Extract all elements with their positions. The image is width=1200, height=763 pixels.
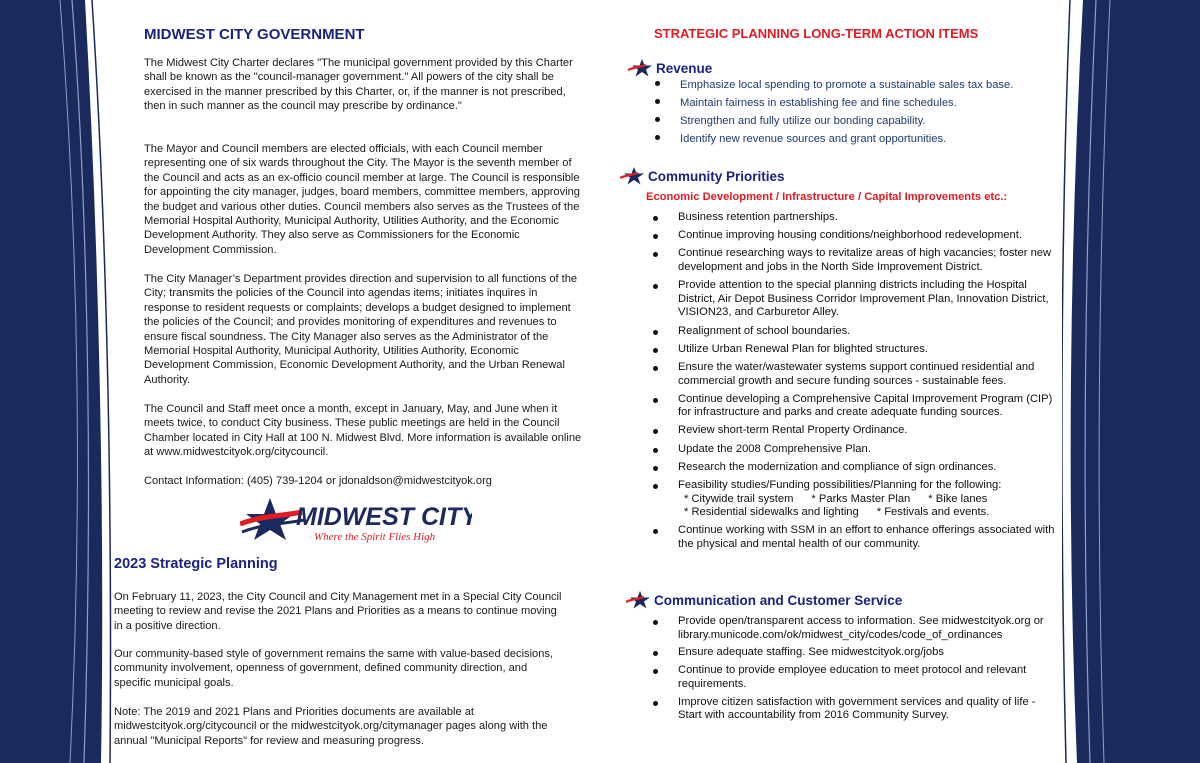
star-icon <box>626 590 652 610</box>
star-icon <box>620 166 646 186</box>
revenue-heading <box>628 58 712 78</box>
star-icon <box>628 58 654 78</box>
list-item: Improve citizen satisfaction with government services and quality of life - Start with accountability from 2016 Community Survey. <box>678 696 1062 723</box>
list-item: Update the 2008 Comprehensive Plan. <box>678 443 1062 457</box>
list-item: Continue working with SSM in an effort to enhance offerings associated with the physical and mental health of our community. <box>678 524 1062 551</box>
contact-information: Contact Information: (405) 739-1204 or jdonaldson@midwestcityok.org <box>144 475 492 487</box>
economic-development-subheading: Economic Development / Infrastructure / Capital Improvements etc.: <box>646 191 1008 203</box>
revenue-list <box>680 76 1060 148</box>
communication-heading <box>626 590 902 610</box>
government-title: MIDWEST CITY GOVERNMENT <box>144 26 365 43</box>
list-item: Continue researching ways to revitalize areas of high vacancies; foster new development and jobs in the North Side Improvement District. <box>678 247 1062 274</box>
logo-tagline: Where the Spirit Flies High <box>314 531 436 543</box>
list-item: Continue improving housing conditions/neighborhood redevelopment. <box>678 229 1062 243</box>
meetings-paragraph: The Council and Staff meet once a month, except in January, May, and June when it meets twice, to conduct City business. These public meetings are held in the Council Chamber located in City Hall at 100 N. Midwest Blvd. More information is available online at www.midwestcityok.org/citycouncil. <box>144 403 582 459</box>
strategic-paragraph-1: On February 11, 2023, the City Council and City Management met in a Special City Council meeting to review and revise the 2021 Plans and Priorities as a means to continue moving in a positive direction. <box>114 591 562 632</box>
feasibility-subrow-2: * Residential sidewalks and lighting * Festivals and events. <box>684 506 990 519</box>
list-item: Continue to provide employee education to meet protocol and relevant requirements. <box>678 664 1062 691</box>
list-item: Ensure adequate staffing. See midwestcityok.org/jobs <box>678 646 1062 660</box>
community-priorities-heading-label: Community Priorities <box>648 168 785 184</box>
list-item: Feasibility studies/Funding possibilities/Planning for the following: * Citywide trail system * Parks Master Plan * Bike lanes * Residential sidewalks and lighting * Festivals and events. <box>678 479 1062 520</box>
list-item: Identify new revenue sources and grant opportunities. <box>680 130 1060 148</box>
midwest-city-logo <box>240 494 472 550</box>
list-item: Utilize Urban Renewal Plan for blighted structures. <box>678 343 1062 357</box>
strategic-paragraph-2: Our community-based style of government remains the same with value-based decisions, community involvement, openness of government, defined community direction, and specific municipal goals. <box>114 648 554 689</box>
list-item: Realignment of school boundaries. <box>678 325 1062 339</box>
list-item: Research the modernization and compliance of sign ordinances. <box>678 461 1062 475</box>
left-decorative-band <box>0 0 120 763</box>
list-item: Maintain fairness in establishing fee and fine schedules. <box>680 94 1060 112</box>
feasibility-subrow-1: * Citywide trail system * Parks Master Plan * Bike lanes <box>684 492 988 505</box>
logo-name: MIDWEST CITY <box>296 503 472 531</box>
community-priorities-list <box>678 211 1062 556</box>
list-item: Review short-term Rental Property Ordinance. <box>678 424 1062 438</box>
communication-heading-label: Communication and Customer Service <box>654 592 903 608</box>
charter-paragraph: The Midwest City Charter declares "The municipal government provided by this Charter shall be known as the "council-manager government." All powers of the city shall be exercised in the manner prescribed by this Charter, or, if the manner is not prescribed, then in such manner as the council may prescribe by ordinance." <box>144 57 573 113</box>
communication-list <box>678 615 1062 727</box>
list-item: Business retention partnerships. <box>678 211 1062 225</box>
list-item: Ensure the water/wastewater systems support continued residential and commercial growth and secure funding sources - sustainable fees. <box>678 361 1062 388</box>
city-manager-paragraph: The City Manager’s Department provides direction and supervision to all functions of the City; transmits the policies of the Council into agendas items; initiates inquires in response to resident requests or complaints; develops a budget designed to implement the policies of the Council; and provides monitoring of expenditures and revenues to ensure fiscal soundness. The City Manager also serves as the Administrator of the Memorial Hospital Authority, Municipal Authority, Utilities Authority, Economic Development Commission, Economic Development Authority, and the Urban Renewal Authority. <box>144 273 578 386</box>
right-decorative-band <box>1062 0 1200 763</box>
list-item: Strengthen and fully utilize our bonding capability. <box>680 112 1060 130</box>
strategic-paragraph-3: Note: The 2019 and 2021 Plans and Priorities documents are available at midwestcityok.org/citycouncil or the midwestcityok.org/citymanager pages along with the annual "Municipal Reports" for review and measuring progress. <box>114 706 548 747</box>
community-priorities-heading <box>620 166 785 186</box>
list-item: Emphasize local spending to promote a sustainable sales tax base. <box>680 76 1060 94</box>
council-paragraph: The Mayor and Council members are elected officials, with each Council member representing one of six wards throughout the City. The Mayor is the seventh member of the Council and acts as an ex-officio council member at large. The Council is responsible for appointing the city manager, judges, board members, committee members, approving the budget and various other duties. Council members also serves as the Trustees of the Memorial Hospital Authority, Municipal Authority, Utilities Authority, and the Economic Development Authority. They also serve as Commissioners for the Economic Development Commission. <box>144 143 580 256</box>
list-item: Continue developing a Comprehensive Capital Improvement Program (CIP) for infrastructure and parks and create adequate funding sources. <box>678 393 1062 420</box>
revenue-heading-label: Revenue <box>656 60 713 76</box>
list-item: Provide open/transparent access to information. See midwestcityok.org or library.municode.com/ok/midwest_city/codes/code_of_ordinances <box>678 615 1062 642</box>
list-item: Provide attention to the special planning districts including the Hospital District, Air Depot Business Corridor Improvement Plan, Innovation District, VISION23, and Carburetor Alley. <box>678 279 1062 320</box>
strategic-planning-title: 2023 Strategic Planning <box>114 556 278 572</box>
action-items-title: STRATEGIC PLANNING LONG-TERM ACTION ITEMS <box>654 26 979 41</box>
